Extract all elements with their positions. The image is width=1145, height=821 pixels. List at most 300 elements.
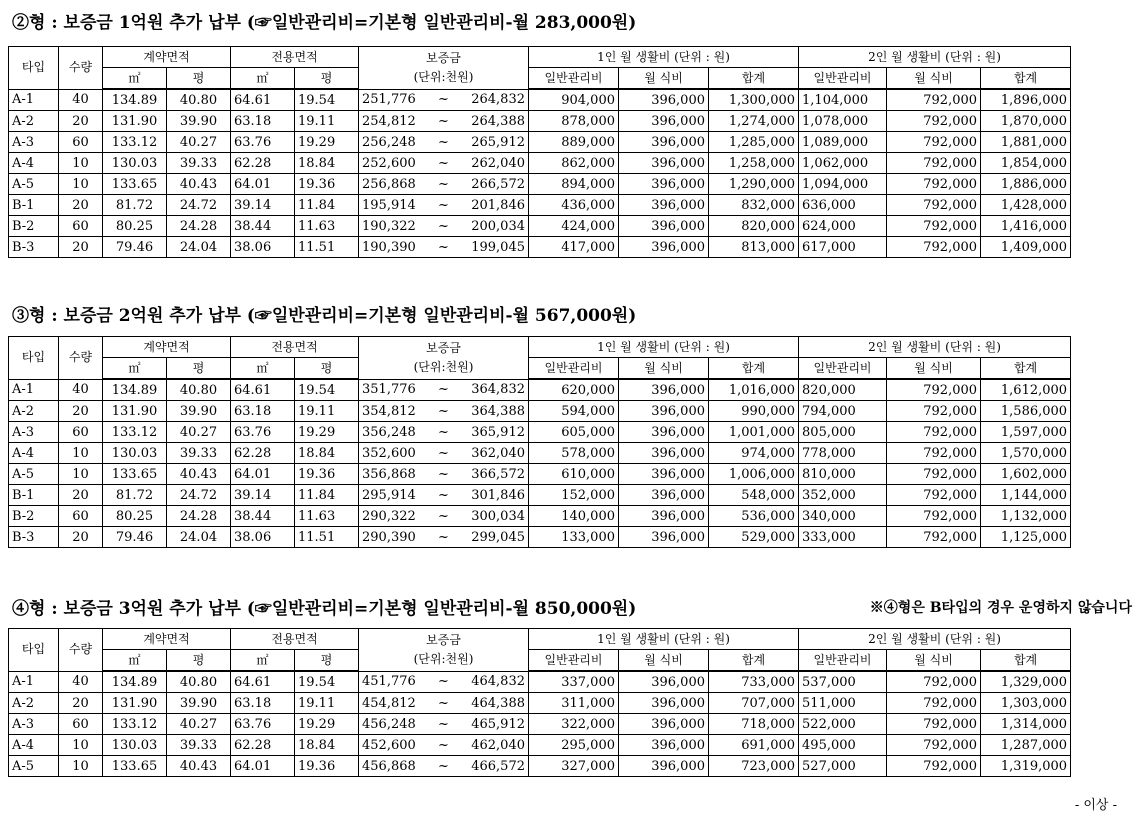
contract-pyeong-cell: 40.43	[167, 174, 231, 195]
exclusive-pyeong-cell: 19.36	[295, 464, 359, 485]
deposit-range-cell: 351,776 ~ 364,832	[359, 379, 529, 401]
one-total-cell: 1,016,000	[709, 379, 799, 401]
two-general-fee-cell: 1,062,000	[799, 153, 887, 174]
qty-cell: 60	[59, 714, 103, 735]
one-general-fee-cell: 322,000	[529, 714, 619, 735]
contract-pyeong-cell: 24.72	[167, 195, 231, 216]
unit-pyeong: 평	[167, 358, 231, 380]
one-general-fee-cell: 610,000	[529, 464, 619, 485]
table-row	[9, 237, 1137, 258]
one-general-fee-cell: 133,000	[529, 527, 619, 548]
exclusive-m2-cell: 64.61	[231, 379, 295, 401]
exclusive-pyeong-cell: 19.54	[295, 671, 359, 693]
deposit-range-cell: 190,390 ~ 199,045	[359, 237, 529, 258]
two-general-fee-cell: 522,000	[799, 714, 887, 735]
table-row	[9, 216, 1137, 237]
qty-cell: 20	[59, 237, 103, 258]
two-meal-cell: 792,000	[887, 671, 981, 693]
one-general-fee-cell: 605,000	[529, 422, 619, 443]
two-meal-cell: 792,000	[887, 153, 981, 174]
one-total-cell: 974,000	[709, 443, 799, 464]
two-meal-cell: 792,000	[887, 485, 981, 506]
meal-header: 월 식비	[619, 650, 709, 672]
contract-pyeong-cell: 24.28	[167, 506, 231, 527]
general-fee-header: 일반관리비	[529, 68, 619, 90]
two-general-fee-cell: 617,000	[799, 237, 887, 258]
one-total-cell: 723,000	[709, 756, 799, 777]
type-cell: A-2	[9, 111, 59, 132]
qty-cell: 10	[59, 153, 103, 174]
one-meal-cell: 396,000	[619, 195, 709, 216]
one-meal-cell: 396,000	[619, 422, 709, 443]
exclusive-area-header: 전용면적	[231, 629, 359, 650]
type-header: 타입	[9, 337, 59, 380]
two-meal-cell: 792,000	[887, 735, 981, 756]
one-total-cell: 832,000	[709, 195, 799, 216]
two-total-cell: 1,314,000	[981, 714, 1071, 735]
type-cell: A-3	[9, 714, 59, 735]
exclusive-pyeong-cell: 19.54	[295, 379, 359, 401]
two-total-cell: 1,870,000	[981, 111, 1071, 132]
total-header: 합계	[709, 650, 799, 672]
exclusive-m2-cell: 64.01	[231, 756, 295, 777]
type-cell: A-4	[9, 153, 59, 174]
one-general-fee-cell: 436,000	[529, 195, 619, 216]
two-total-cell: 1,416,000	[981, 216, 1071, 237]
one-total-cell: 1,274,000	[709, 111, 799, 132]
one-total-cell: 1,285,000	[709, 132, 799, 153]
two-meal-cell: 792,000	[887, 756, 981, 777]
two-general-fee-cell: 636,000	[799, 195, 887, 216]
qty-cell: 60	[59, 422, 103, 443]
one-person-header: 1인 월 생활비 (단위 : 원)	[529, 47, 799, 68]
exclusive-pyeong-cell: 19.36	[295, 756, 359, 777]
contract-m2-cell: 133.12	[103, 714, 167, 735]
one-meal-cell: 396,000	[619, 132, 709, 153]
exclusive-pyeong-cell: 19.11	[295, 401, 359, 422]
contract-m2-cell: 131.90	[103, 693, 167, 714]
qty-cell: 10	[59, 443, 103, 464]
exclusive-m2-cell: 63.76	[231, 422, 295, 443]
contract-pyeong-cell: 39.33	[167, 153, 231, 174]
contract-m2-cell: 130.03	[103, 443, 167, 464]
deposit-range-cell: 195,914 ~ 201,846	[359, 195, 529, 216]
one-general-fee-cell: 337,000	[529, 671, 619, 693]
exclusive-pyeong-cell: 11.84	[295, 195, 359, 216]
deposit-range-cell: 356,868 ~ 366,572	[359, 464, 529, 485]
two-meal-cell: 792,000	[887, 464, 981, 485]
two-meal-cell: 792,000	[887, 422, 981, 443]
section-title: ③형 : 보증금 2억원 추가 납부 (☞일반관리비=기본형 일반관리비-월 567,000원)	[12, 306, 637, 326]
one-total-cell: 707,000	[709, 693, 799, 714]
one-total-cell: 529,000	[709, 527, 799, 548]
one-total-cell: 733,000	[709, 671, 799, 693]
exclusive-pyeong-cell: 11.51	[295, 527, 359, 548]
deposit-range-cell: 352,600 ~ 362,040	[359, 443, 529, 464]
one-total-cell: 691,000	[709, 735, 799, 756]
two-general-fee-cell: 624,000	[799, 216, 887, 237]
exclusive-pyeong-cell: 19.36	[295, 174, 359, 195]
contract-m2-cell: 133.12	[103, 132, 167, 153]
contract-m2-cell: 133.65	[103, 174, 167, 195]
one-meal-cell: 396,000	[619, 714, 709, 735]
two-meal-cell: 792,000	[887, 216, 981, 237]
one-general-fee-cell: 311,000	[529, 693, 619, 714]
one-total-cell: 536,000	[709, 506, 799, 527]
qty-cell: 40	[59, 379, 103, 401]
contract-m2-cell: 133.65	[103, 756, 167, 777]
type-cell: A-1	[9, 671, 59, 693]
contract-area-header: 계약면적	[103, 629, 231, 650]
contract-m2-cell: 81.72	[103, 485, 167, 506]
qty-header: 수량	[59, 629, 103, 672]
table-row	[9, 506, 1137, 527]
exclusive-area-header: 전용면적	[231, 47, 359, 68]
two-general-fee-cell: 778,000	[799, 443, 887, 464]
unit-pyeong: 평	[295, 650, 359, 672]
one-general-fee-cell: 620,000	[529, 379, 619, 401]
table-row	[9, 379, 1137, 401]
unit-pyeong: 평	[167, 650, 231, 672]
one-meal-cell: 396,000	[619, 735, 709, 756]
exclusive-m2-cell: 38.44	[231, 216, 295, 237]
one-general-fee-cell: 417,000	[529, 237, 619, 258]
one-general-fee-cell: 140,000	[529, 506, 619, 527]
qty-cell: 20	[59, 111, 103, 132]
exclusive-m2-cell: 39.14	[231, 195, 295, 216]
type-header: 타입	[9, 47, 59, 90]
contract-m2-cell: 79.46	[103, 527, 167, 548]
contract-m2-cell: 133.12	[103, 422, 167, 443]
table-row	[9, 89, 1137, 111]
exclusive-m2-cell: 63.18	[231, 401, 295, 422]
two-total-cell: 1,602,000	[981, 464, 1071, 485]
table-row	[9, 485, 1137, 506]
meal-header: 월 식비	[619, 358, 709, 380]
one-total-cell: 990,000	[709, 401, 799, 422]
exclusive-m2-cell: 63.18	[231, 111, 295, 132]
general-fee-header: 일반관리비	[529, 650, 619, 672]
deposit-range-cell: 295,914 ~ 301,846	[359, 485, 529, 506]
two-general-fee-cell: 1,104,000	[799, 89, 887, 111]
exclusive-pyeong-cell: 18.84	[295, 153, 359, 174]
general-fee-header: 일반관리비	[529, 358, 619, 380]
two-general-fee-cell: 352,000	[799, 485, 887, 506]
two-total-cell: 1,612,000	[981, 379, 1071, 401]
unit-pyeong: 평	[295, 68, 359, 90]
two-total-cell: 1,125,000	[981, 527, 1071, 548]
two-meal-cell: 792,000	[887, 714, 981, 735]
exclusive-pyeong-cell: 11.63	[295, 506, 359, 527]
one-meal-cell: 396,000	[619, 174, 709, 195]
table-row	[9, 195, 1137, 216]
contract-m2-cell: 134.89	[103, 89, 167, 111]
deposit-header: 보증금 (단위:천원)	[359, 337, 529, 380]
qty-cell: 20	[59, 693, 103, 714]
contract-area-header: 계약면적	[103, 47, 231, 68]
one-meal-cell: 396,000	[619, 443, 709, 464]
type-cell: A-2	[9, 401, 59, 422]
one-total-cell: 1,006,000	[709, 464, 799, 485]
one-total-cell: 1,300,000	[709, 89, 799, 111]
type-cell: A-5	[9, 756, 59, 777]
qty-cell: 10	[59, 735, 103, 756]
two-total-cell: 1,886,000	[981, 174, 1071, 195]
qty-cell: 60	[59, 132, 103, 153]
two-total-cell: 1,287,000	[981, 735, 1071, 756]
two-general-fee-cell: 537,000	[799, 671, 887, 693]
deposit-range-cell: 252,600 ~ 262,040	[359, 153, 529, 174]
type-cell: A-3	[9, 422, 59, 443]
type-cell: B-1	[9, 195, 59, 216]
two-meal-cell: 792,000	[887, 195, 981, 216]
qty-cell: 20	[59, 527, 103, 548]
two-meal-cell: 792,000	[887, 401, 981, 422]
two-total-cell: 1,597,000	[981, 422, 1071, 443]
type-cell: A-4	[9, 735, 59, 756]
type-cell: B-3	[9, 237, 59, 258]
type-cell: B-2	[9, 506, 59, 527]
total-header: 합계	[981, 68, 1071, 90]
two-general-fee-cell: 810,000	[799, 464, 887, 485]
one-meal-cell: 396,000	[619, 111, 709, 132]
meal-header: 월 식비	[887, 650, 981, 672]
table-row	[9, 693, 1137, 714]
contract-pyeong-cell: 24.28	[167, 216, 231, 237]
table-row	[9, 153, 1137, 174]
unit-m2: ㎡	[231, 358, 295, 380]
contract-m2-cell: 131.90	[103, 401, 167, 422]
type-cell: A-1	[9, 89, 59, 111]
section-note: ※④형은 B타입의 경우 운영하지 않습니다	[869, 600, 1132, 616]
end-marker: - 이상 -	[1074, 798, 1117, 813]
exclusive-pyeong-cell: 19.11	[295, 693, 359, 714]
contract-m2-cell: 80.25	[103, 506, 167, 527]
type-cell: A-1	[9, 379, 59, 401]
two-total-cell: 1,570,000	[981, 443, 1071, 464]
one-meal-cell: 396,000	[619, 153, 709, 174]
meal-header: 월 식비	[887, 358, 981, 380]
contract-pyeong-cell: 39.90	[167, 111, 231, 132]
exclusive-m2-cell: 64.61	[231, 89, 295, 111]
deposit-range-cell: 251,776 ~ 264,832	[359, 89, 529, 111]
one-meal-cell: 396,000	[619, 379, 709, 401]
type-cell: A-5	[9, 464, 59, 485]
deposit-header: 보증금 (단위:천원)	[359, 47, 529, 90]
two-general-fee-cell: 333,000	[799, 527, 887, 548]
meal-header: 월 식비	[887, 68, 981, 90]
deposit-header: 보증금 (단위:천원)	[359, 629, 529, 672]
exclusive-pyeong-cell: 11.63	[295, 216, 359, 237]
pricing-table	[8, 46, 1137, 258]
contract-pyeong-cell: 39.33	[167, 735, 231, 756]
two-total-cell: 1,896,000	[981, 89, 1071, 111]
table-row	[9, 756, 1137, 777]
deposit-range-cell: 190,322 ~ 200,034	[359, 216, 529, 237]
two-total-cell: 1,854,000	[981, 153, 1071, 174]
deposit-range-cell: 290,322 ~ 300,034	[359, 506, 529, 527]
one-general-fee-cell: 862,000	[529, 153, 619, 174]
one-general-fee-cell: 904,000	[529, 89, 619, 111]
one-total-cell: 820,000	[709, 216, 799, 237]
two-general-fee-cell: 495,000	[799, 735, 887, 756]
contract-pyeong-cell: 40.80	[167, 671, 231, 693]
deposit-range-cell: 452,600 ~ 462,040	[359, 735, 529, 756]
exclusive-pyeong-cell: 18.84	[295, 443, 359, 464]
one-total-cell: 1,258,000	[709, 153, 799, 174]
exclusive-m2-cell: 64.61	[231, 671, 295, 693]
one-meal-cell: 396,000	[619, 485, 709, 506]
contract-pyeong-cell: 24.72	[167, 485, 231, 506]
contract-pyeong-cell: 39.90	[167, 693, 231, 714]
one-general-fee-cell: 295,000	[529, 735, 619, 756]
meal-header: 월 식비	[619, 68, 709, 90]
two-person-header: 2인 월 생활비 (단위 : 원)	[799, 337, 1071, 358]
deposit-range-cell: 456,868 ~ 466,572	[359, 756, 529, 777]
qty-cell: 40	[59, 89, 103, 111]
contract-pyeong-cell: 39.90	[167, 401, 231, 422]
one-general-fee-cell: 327,000	[529, 756, 619, 777]
one-meal-cell: 396,000	[619, 506, 709, 527]
pricing-table	[8, 628, 1137, 777]
contract-m2-cell: 130.03	[103, 153, 167, 174]
two-general-fee-cell: 1,094,000	[799, 174, 887, 195]
unit-m2: ㎡	[231, 650, 295, 672]
two-meal-cell: 792,000	[887, 132, 981, 153]
contract-m2-cell: 79.46	[103, 237, 167, 258]
contract-pyeong-cell: 39.33	[167, 443, 231, 464]
two-total-cell: 1,319,000	[981, 756, 1071, 777]
two-meal-cell: 792,000	[887, 506, 981, 527]
exclusive-pyeong-cell: 18.84	[295, 735, 359, 756]
table-row	[9, 174, 1137, 195]
contract-pyeong-cell: 40.80	[167, 379, 231, 401]
type-header: 타입	[9, 629, 59, 672]
total-header: 합계	[709, 358, 799, 380]
one-meal-cell: 396,000	[619, 671, 709, 693]
two-general-fee-cell: 1,089,000	[799, 132, 887, 153]
general-fee-header: 일반관리비	[799, 358, 887, 380]
contract-pyeong-cell: 40.27	[167, 714, 231, 735]
general-fee-header: 일반관리비	[799, 650, 887, 672]
type-cell: B-3	[9, 527, 59, 548]
deposit-range-cell: 356,248 ~ 365,912	[359, 422, 529, 443]
exclusive-m2-cell: 64.01	[231, 174, 295, 195]
two-total-cell: 1,409,000	[981, 237, 1071, 258]
exclusive-pyeong-cell: 19.11	[295, 111, 359, 132]
type-cell: A-2	[9, 693, 59, 714]
qty-cell: 20	[59, 485, 103, 506]
exclusive-pyeong-cell: 19.54	[295, 89, 359, 111]
one-meal-cell: 396,000	[619, 89, 709, 111]
one-meal-cell: 396,000	[619, 237, 709, 258]
table-row	[9, 111, 1137, 132]
pricing-table	[8, 336, 1137, 548]
qty-cell: 20	[59, 401, 103, 422]
exclusive-m2-cell: 62.28	[231, 153, 295, 174]
one-general-fee-cell: 424,000	[529, 216, 619, 237]
exclusive-pyeong-cell: 11.84	[295, 485, 359, 506]
table-row	[9, 464, 1137, 485]
two-person-header: 2인 월 생활비 (단위 : 원)	[799, 629, 1071, 650]
qty-cell: 20	[59, 195, 103, 216]
one-total-cell: 813,000	[709, 237, 799, 258]
qty-cell: 10	[59, 464, 103, 485]
contract-pyeong-cell: 24.04	[167, 237, 231, 258]
two-meal-cell: 792,000	[887, 89, 981, 111]
two-general-fee-cell: 340,000	[799, 506, 887, 527]
total-header: 합계	[709, 68, 799, 90]
two-total-cell: 1,329,000	[981, 671, 1071, 693]
one-meal-cell: 396,000	[619, 527, 709, 548]
one-general-fee-cell: 594,000	[529, 401, 619, 422]
exclusive-m2-cell: 62.28	[231, 443, 295, 464]
deposit-range-cell: 256,248 ~ 265,912	[359, 132, 529, 153]
two-general-fee-cell: 805,000	[799, 422, 887, 443]
contract-m2-cell: 134.89	[103, 379, 167, 401]
exclusive-m2-cell: 63.18	[231, 693, 295, 714]
deposit-range-cell: 256,868 ~ 266,572	[359, 174, 529, 195]
contract-m2-cell: 81.72	[103, 195, 167, 216]
section-title: ②형 : 보증금 1억원 추가 납부 (☞일반관리비=기본형 일반관리비-월 283,000원)	[12, 13, 637, 33]
exclusive-pyeong-cell: 19.29	[295, 132, 359, 153]
exclusive-m2-cell: 38.44	[231, 506, 295, 527]
qty-header: 수량	[59, 337, 103, 380]
unit-m2: ㎡	[103, 650, 167, 672]
qty-cell: 10	[59, 756, 103, 777]
table-row	[9, 422, 1137, 443]
two-total-cell: 1,586,000	[981, 401, 1071, 422]
exclusive-m2-cell: 63.76	[231, 714, 295, 735]
total-header: 합계	[981, 358, 1071, 380]
one-general-fee-cell: 894,000	[529, 174, 619, 195]
one-general-fee-cell: 889,000	[529, 132, 619, 153]
contract-pyeong-cell: 40.27	[167, 132, 231, 153]
contract-m2-cell: 133.65	[103, 464, 167, 485]
exclusive-m2-cell: 38.06	[231, 527, 295, 548]
one-meal-cell: 396,000	[619, 216, 709, 237]
unit-pyeong: 평	[295, 358, 359, 380]
unit-m2: ㎡	[103, 68, 167, 90]
table-row	[9, 735, 1137, 756]
table-row	[9, 132, 1137, 153]
two-meal-cell: 792,000	[887, 693, 981, 714]
one-meal-cell: 396,000	[619, 756, 709, 777]
two-person-header: 2인 월 생활비 (단위 : 원)	[799, 47, 1071, 68]
type-cell: A-4	[9, 443, 59, 464]
qty-cell: 40	[59, 671, 103, 693]
total-header: 합계	[981, 650, 1071, 672]
contract-pyeong-cell: 40.43	[167, 756, 231, 777]
type-cell: B-2	[9, 216, 59, 237]
exclusive-area-header: 전용면적	[231, 337, 359, 358]
deposit-range-cell: 456,248 ~ 465,912	[359, 714, 529, 735]
contract-pyeong-cell: 40.27	[167, 422, 231, 443]
two-total-cell: 1,144,000	[981, 485, 1071, 506]
contract-m2-cell: 134.89	[103, 671, 167, 693]
two-total-cell: 1,303,000	[981, 693, 1071, 714]
contract-pyeong-cell: 40.80	[167, 89, 231, 111]
exclusive-m2-cell: 38.06	[231, 237, 295, 258]
two-meal-cell: 792,000	[887, 237, 981, 258]
contract-area-header: 계약면적	[103, 337, 231, 358]
type-cell: A-3	[9, 132, 59, 153]
one-total-cell: 718,000	[709, 714, 799, 735]
qty-cell: 60	[59, 506, 103, 527]
contract-pyeong-cell: 24.04	[167, 527, 231, 548]
one-general-fee-cell: 578,000	[529, 443, 619, 464]
qty-cell: 10	[59, 174, 103, 195]
